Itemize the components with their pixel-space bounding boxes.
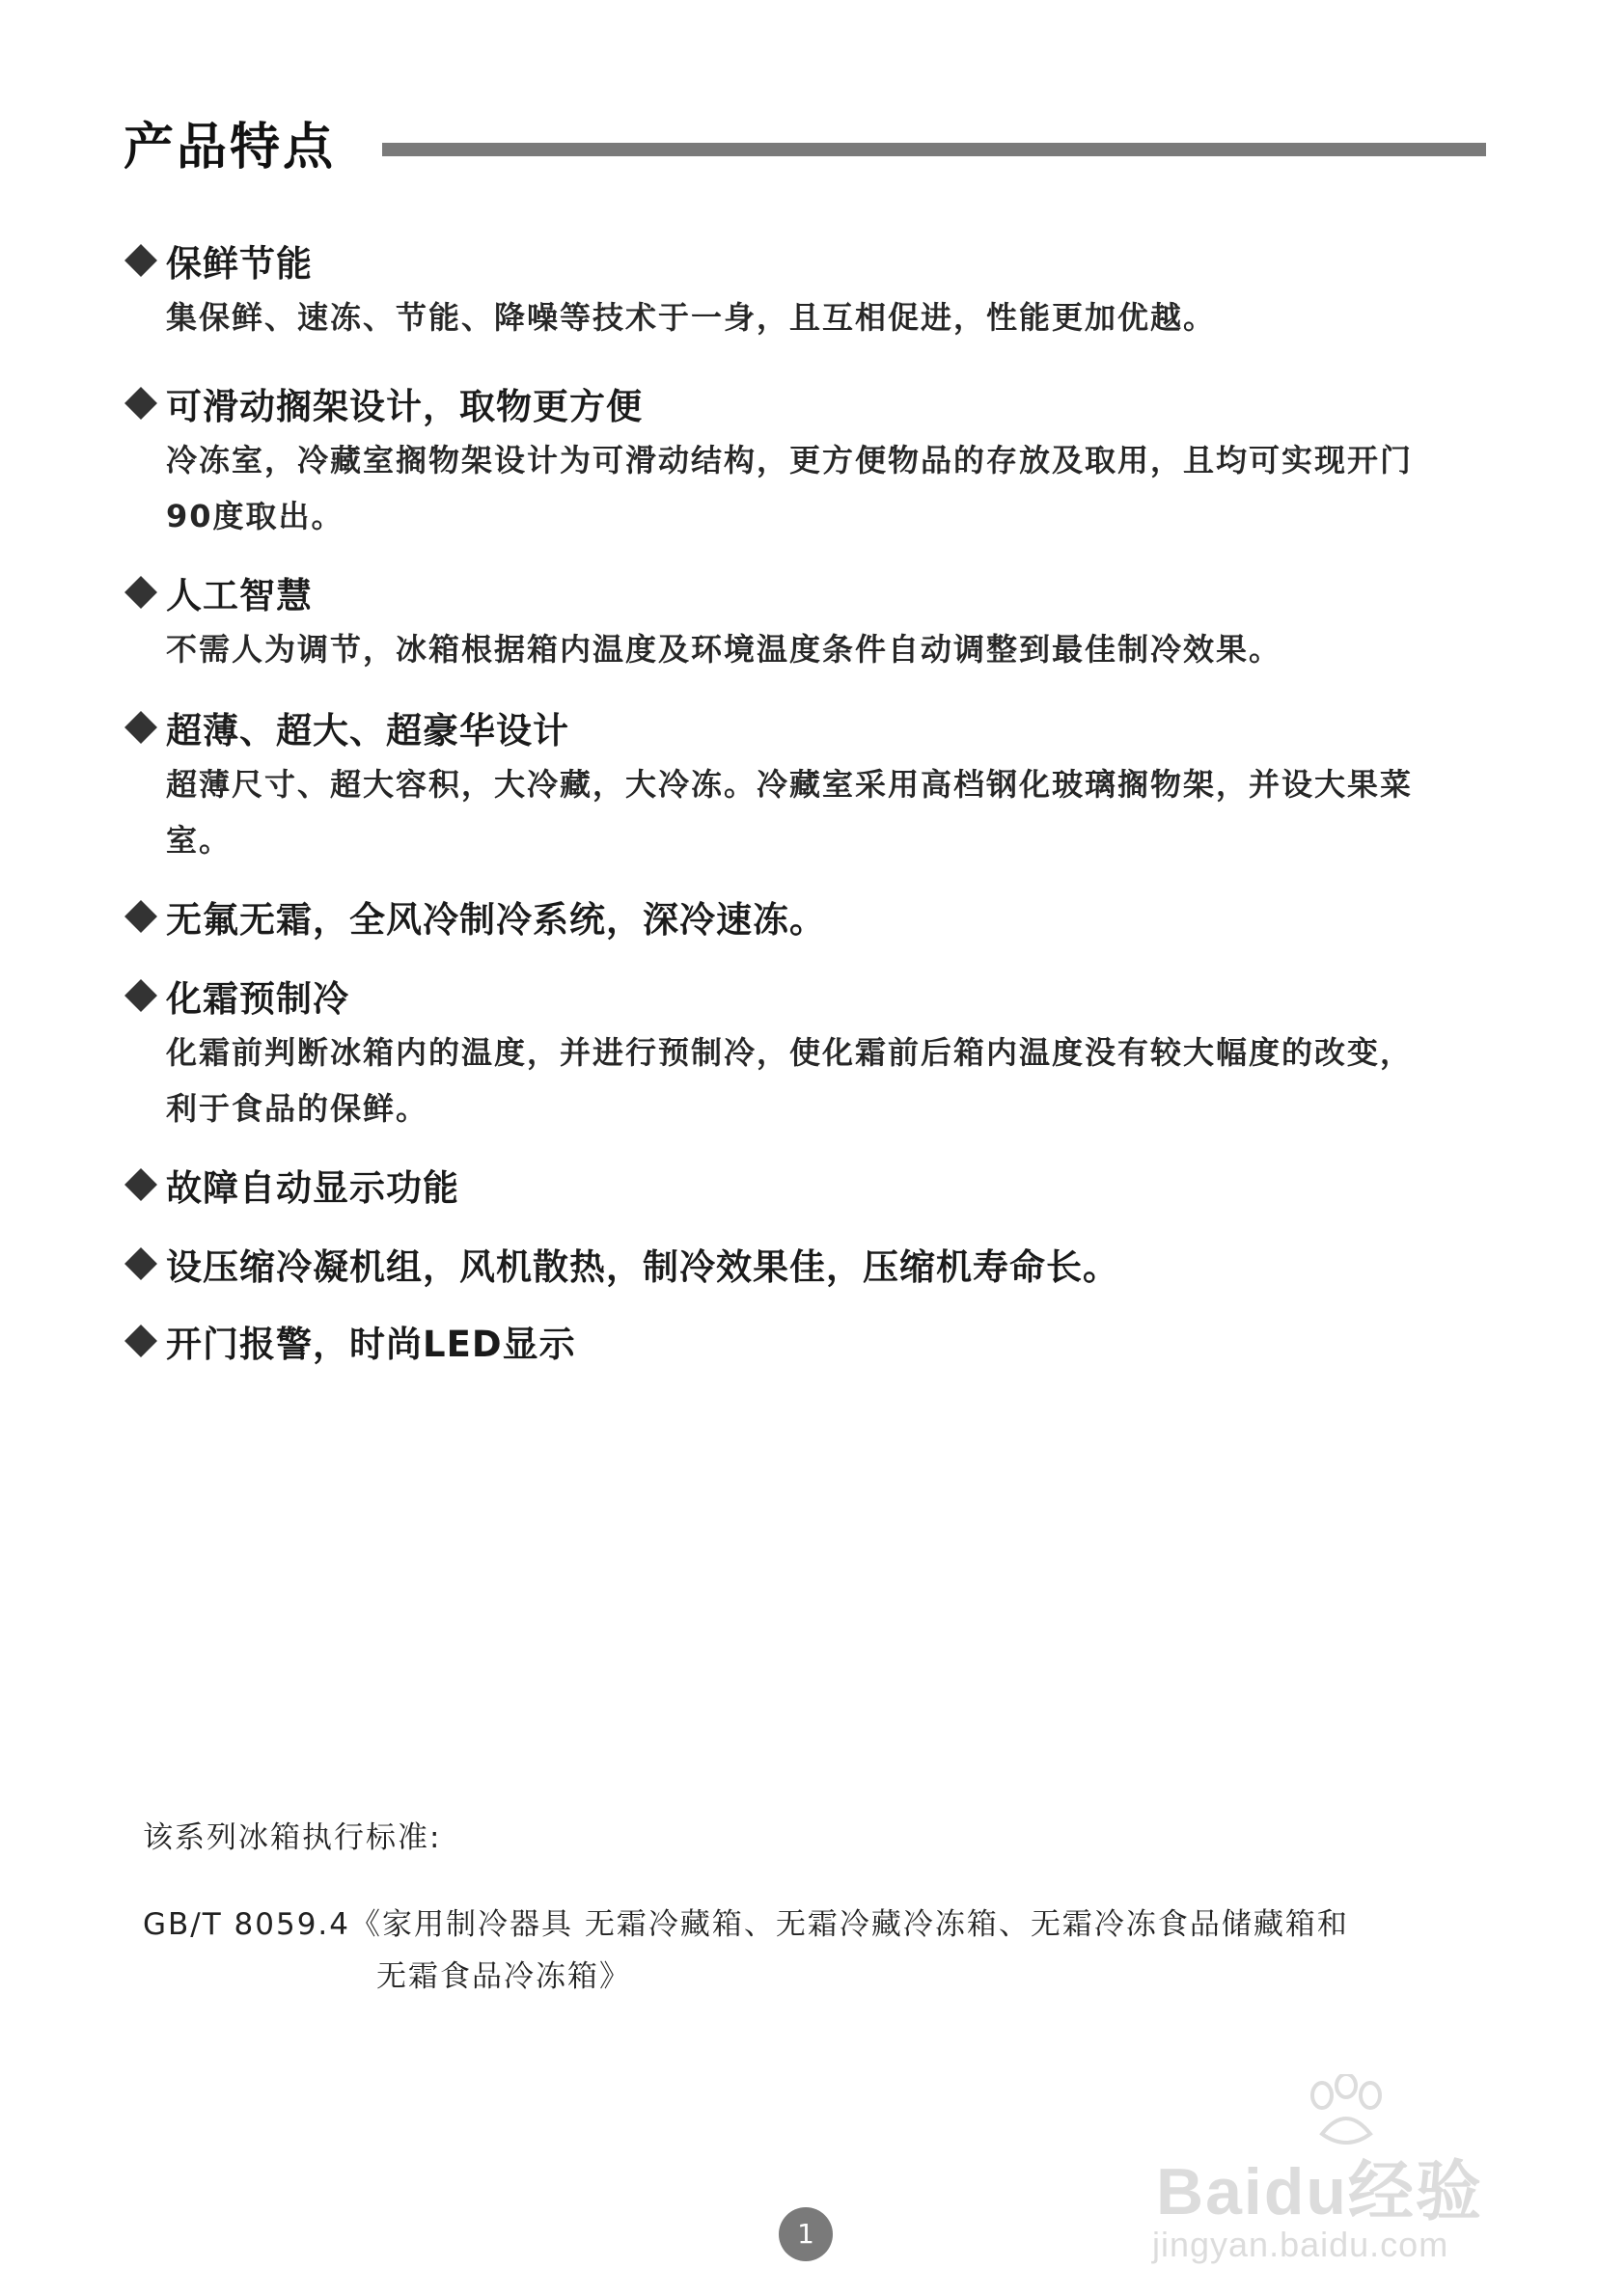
watermark-brand: Baidu经验	[1156, 2155, 1483, 2228]
diamond-bullet-icon	[124, 711, 157, 744]
diamond-bullet-icon	[124, 576, 157, 609]
feature-heading	[124, 888, 1494, 945]
diamond-bullet-icon	[124, 1168, 157, 1201]
diamond-bullet-icon	[124, 1325, 157, 1357]
feature-item	[124, 232, 1494, 374]
feature-title: 人工智慧	[166, 575, 313, 616]
feature-title: 保鲜节能	[166, 243, 313, 285]
feature-item	[124, 374, 1494, 563]
standards-heading: 该系列冰箱执行标准:	[143, 1820, 442, 1855]
feature-title: 可滑动搁架设计，取物更方便	[166, 386, 643, 427]
feature-description: 冷冻室，冷藏室搁物架设计为可滑动结构，更方便物品的存放及取用，且均可实现开门	[166, 442, 1414, 478]
feature-item	[124, 967, 1494, 1156]
title-rule	[382, 143, 1486, 156]
diamond-bullet-icon	[124, 387, 157, 420]
feature-item	[124, 1156, 1494, 1235]
feature-heading	[124, 232, 1494, 289]
diamond-bullet-icon	[124, 900, 157, 933]
feature-title: 超薄、超大、超豪华设计	[166, 710, 569, 752]
page-number-badge: 1	[779, 2207, 833, 2261]
feature-description: 利于食品的保鲜。	[166, 1090, 429, 1127]
page-header	[124, 106, 1486, 183]
standards-section	[143, 1812, 1513, 2003]
feature-title: 开门报警，时尚LED显示	[166, 1324, 576, 1365]
feature-item	[124, 1235, 1494, 1312]
diamond-bullet-icon	[124, 244, 157, 277]
feature-heading	[124, 1235, 1494, 1293]
feature-heading	[124, 374, 1494, 432]
feature-title: 无氟无霜，全风冷制冷系统，深冷速冻。	[166, 899, 826, 941]
diamond-bullet-icon	[124, 979, 157, 1012]
feature-title: 化霜预制冷	[166, 978, 349, 1020]
feature-title: 故障自动显示功能	[166, 1167, 459, 1209]
feature-heading	[124, 1312, 1494, 1370]
feature-item	[124, 698, 1494, 888]
feature-heading	[124, 967, 1494, 1025]
feature-heading	[124, 1156, 1494, 1214]
feature-item	[124, 1312, 1494, 1389]
feature-heading	[124, 563, 1494, 621]
standards-text: GB/T 8059.4《家用制冷器具 无霜冷藏箱、无霜冷藏冷冻箱、无霜冷冻食品储藏箱和	[143, 1907, 1349, 1942]
feature-description: 集保鲜、速冻、节能、降噪等技术于一身，且互相促进，性能更加优越。	[166, 299, 1217, 336]
page-title: 产品特点	[124, 119, 337, 177]
feature-description: 室。	[166, 822, 233, 859]
standards-text-continued: 无霜食品冷冻箱》	[376, 1959, 631, 1994]
feature-description: 超薄尺寸、超大容积，大冷藏，大冷冻。冷藏室采用高档钢化玻璃搁物架，并设大果菜	[166, 766, 1414, 803]
feature-item	[124, 563, 1494, 698]
watermark-url: jingyan.baidu.com	[1152, 2225, 1449, 2264]
feature-description: 化霜前判断冰箱内的温度，并进行预制冷，使化霜前后箱内温度没有较大幅度的改变，	[166, 1034, 1414, 1071]
baidu-jingyan-watermark	[1139, 2074, 1525, 2267]
feature-item	[124, 888, 1494, 967]
feature-title: 设压缩冷凝机组，风机散热，制冷效果佳，压缩机寿命长。	[166, 1246, 1119, 1288]
feature-heading	[124, 698, 1494, 756]
diamond-bullet-icon	[124, 1247, 157, 1280]
feature-description: 90度取出。	[166, 498, 344, 534]
feature-description: 不需人为调节，冰箱根据箱内温度及环境温度条件自动调整到最佳制冷效果。	[166, 631, 1282, 668]
feature-list	[124, 232, 1494, 1389]
